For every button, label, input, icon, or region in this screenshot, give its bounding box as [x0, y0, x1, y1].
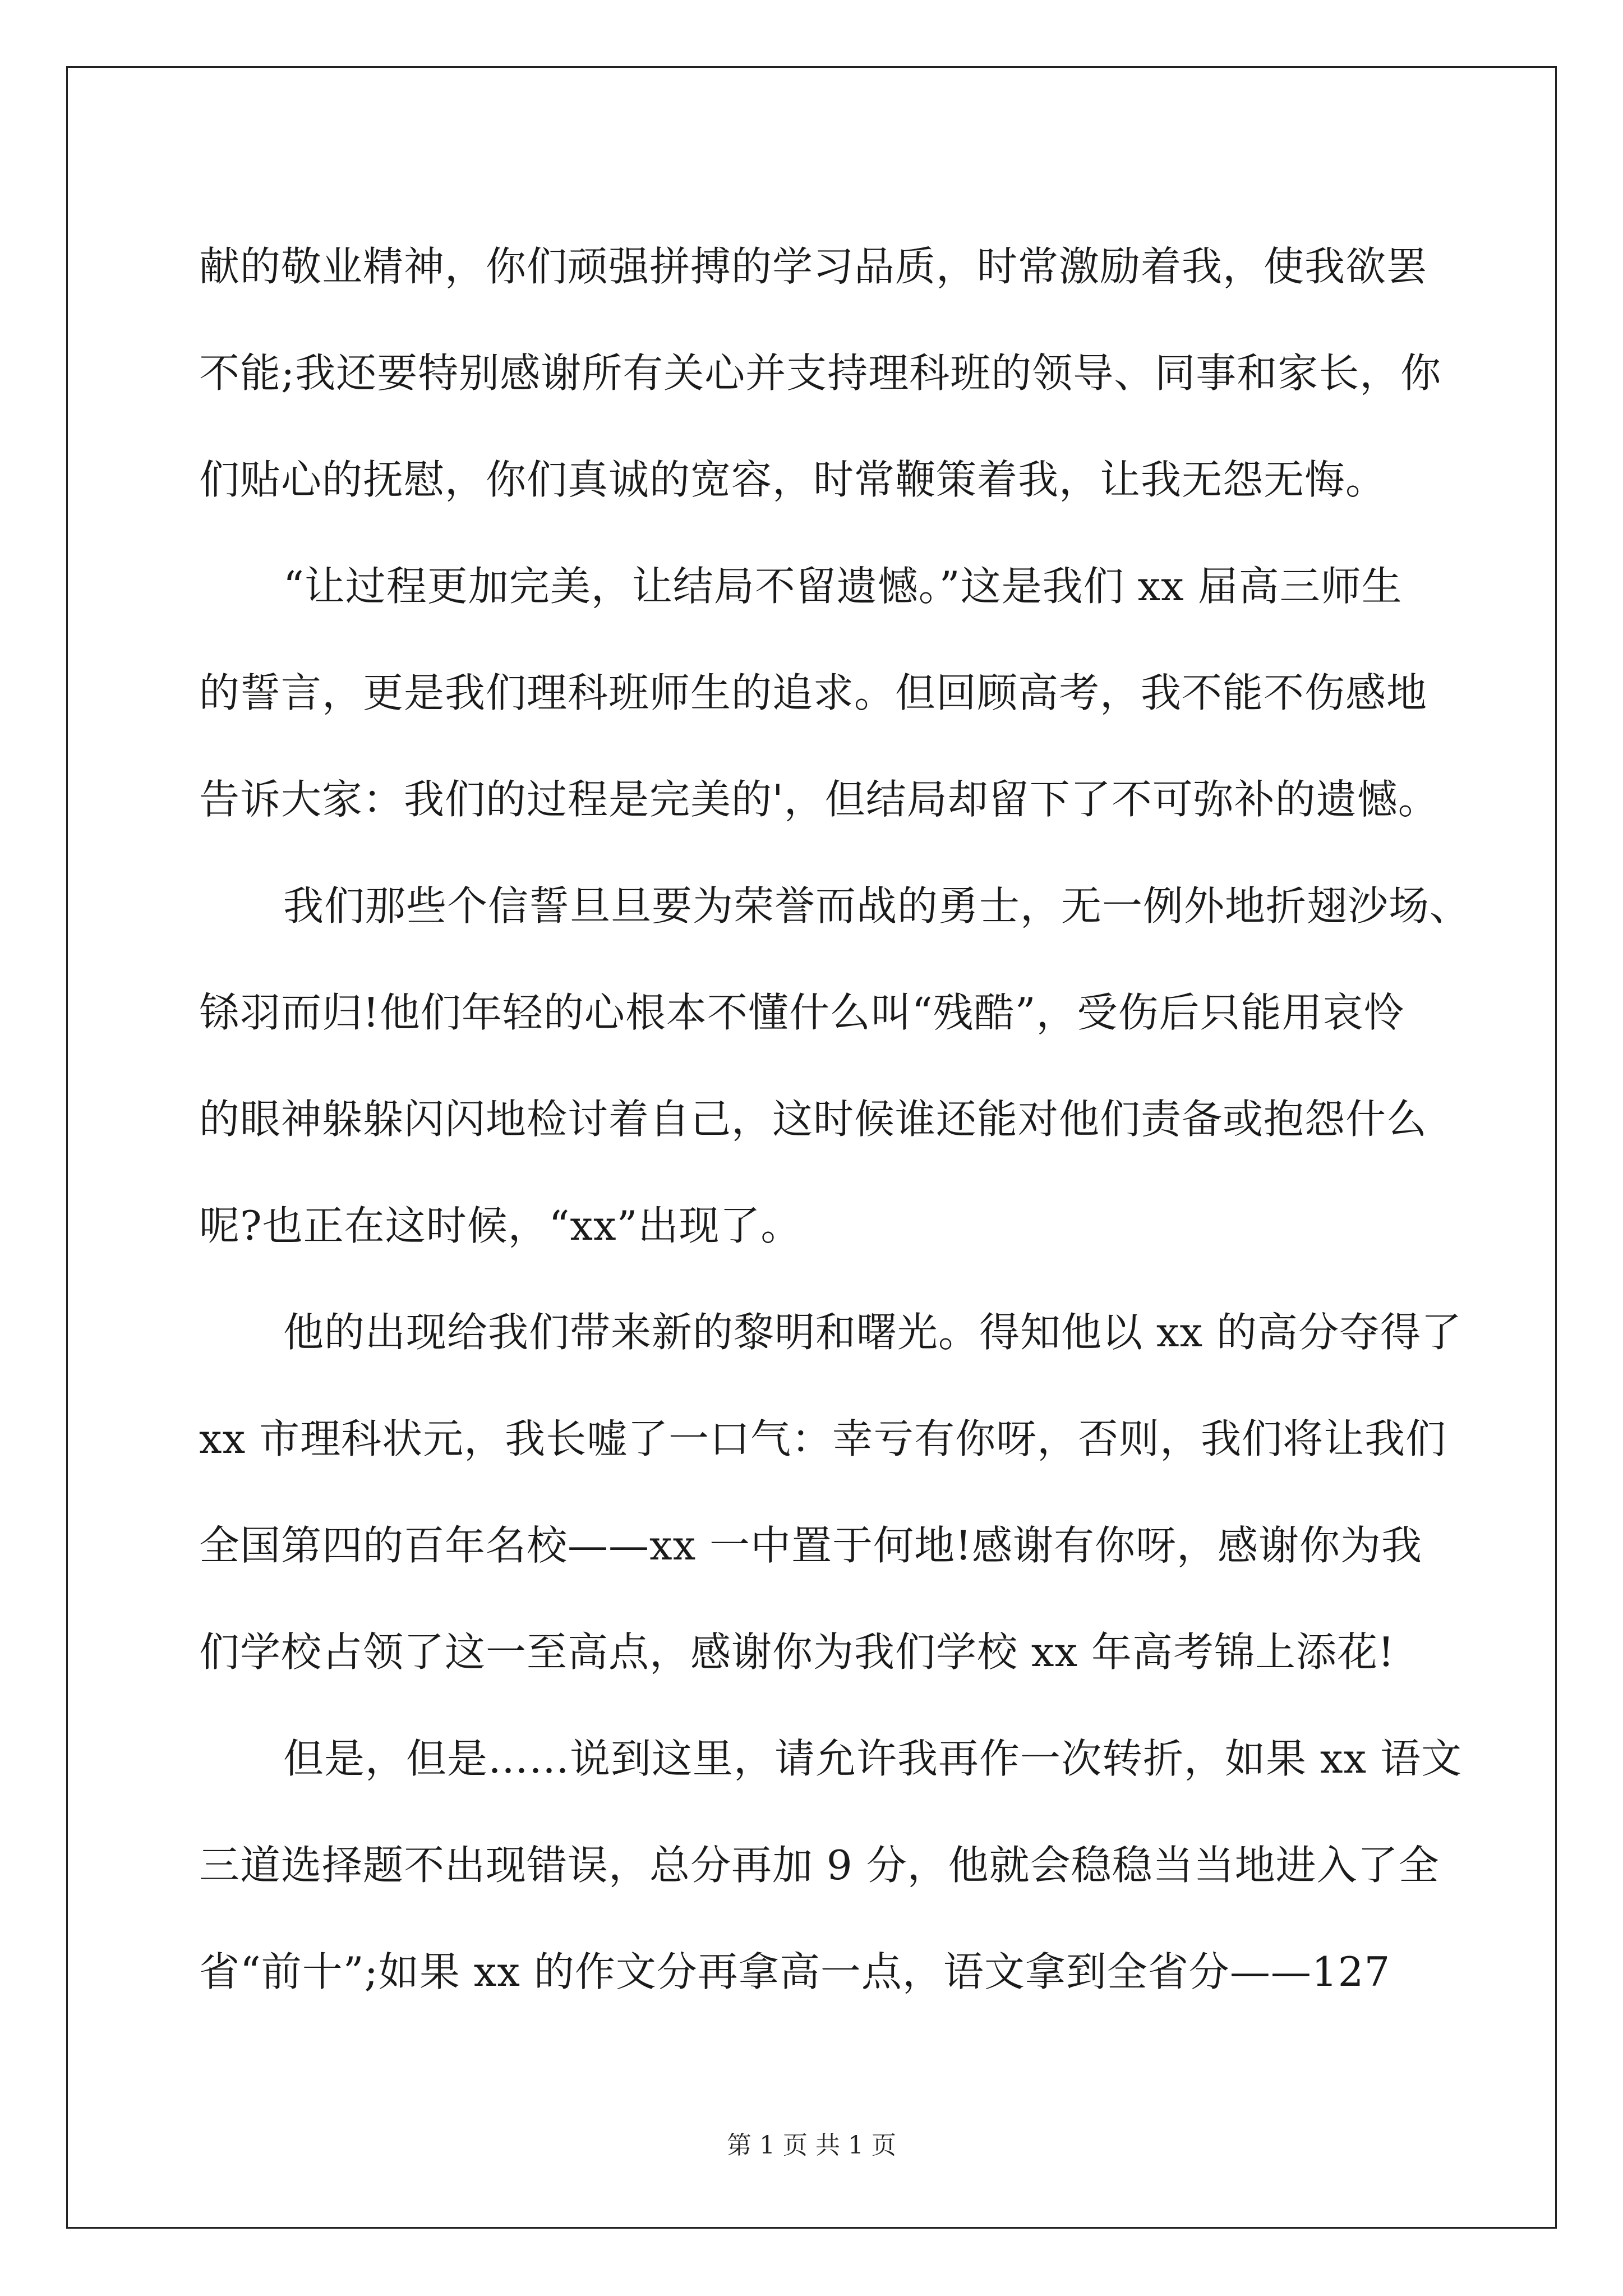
text-line-13: 全国第四的百年名校——xx 一中置于何地!感谢有你呀，感谢你为我	[199, 1522, 1423, 1569]
text-line-16: 三道选择题不出现错误，总分再加 9 分，他就会稳稳当当地进入了全	[199, 1842, 1440, 1889]
text-line-8: 铩羽而归!他们年轻的心根本不懂什么叫“残酷”，受伤后只能用哀怜	[199, 989, 1405, 1036]
text-line-7: 我们那些个信誓旦旦要为荣誉而战的勇士，无一例外地折翅沙场、	[283, 882, 1471, 930]
text-line-4: “让过程更加完美，让结局不留遗憾。”这是我们 xx 届高三师生	[283, 563, 1403, 610]
document-body	[199, 213, 1471, 2025]
text-line-10: 呢?也正在这时候，“xx”出现了。	[199, 1202, 802, 1249]
text-line-5: 的誓言，更是我们理科班师生的追求。但回顾高考，我不能不伤感地	[199, 669, 1428, 716]
text-line-1: 献的敬业精神，你们顽强拼搏的学习品质，时常激励着我，使我欲罢	[199, 243, 1428, 290]
text-line-11: 他的出现给我们带来新的黎明和曙光。得知他以 xx 的高分夺得了	[283, 1309, 1462, 1356]
text-line-12: xx 市理科状元，我长嘘了一口气：幸亏有你呀，否则，我们将让我们	[199, 1415, 1447, 1462]
page-number: 第 1 页 共 1 页	[727, 2131, 896, 2160]
text-line-15: 但是，但是……说到这里，请允许我再作一次转折，如果 xx 语文	[283, 1735, 1462, 1782]
text-line-9: 的眼神躲躲闪闪地检讨着自己，这时候谁还能对他们责备或抱怨什么	[199, 1096, 1428, 1143]
text-line-14: 们学校占领了这一至高点，感谢你为我们学校 xx 年高考锦上添花!	[199, 1628, 1395, 1676]
text-line-6: 告诉大家：我们的过程是完美的'，但结局却留下了不可弥补的遗憾。	[199, 776, 1439, 823]
text-line-17: 省“前十”;如果 xx 的作文分再拿高一点，语文拿到全省分——127	[199, 1948, 1391, 1995]
text-line-2: 不能;我还要特别感谢所有关心并支持理科班的领导、同事和家长，你	[199, 349, 1442, 397]
text-line-3: 们贴心的抚慰，你们真诚的宽容，时常鞭策着我，让我无怨无悔。	[199, 456, 1387, 503]
